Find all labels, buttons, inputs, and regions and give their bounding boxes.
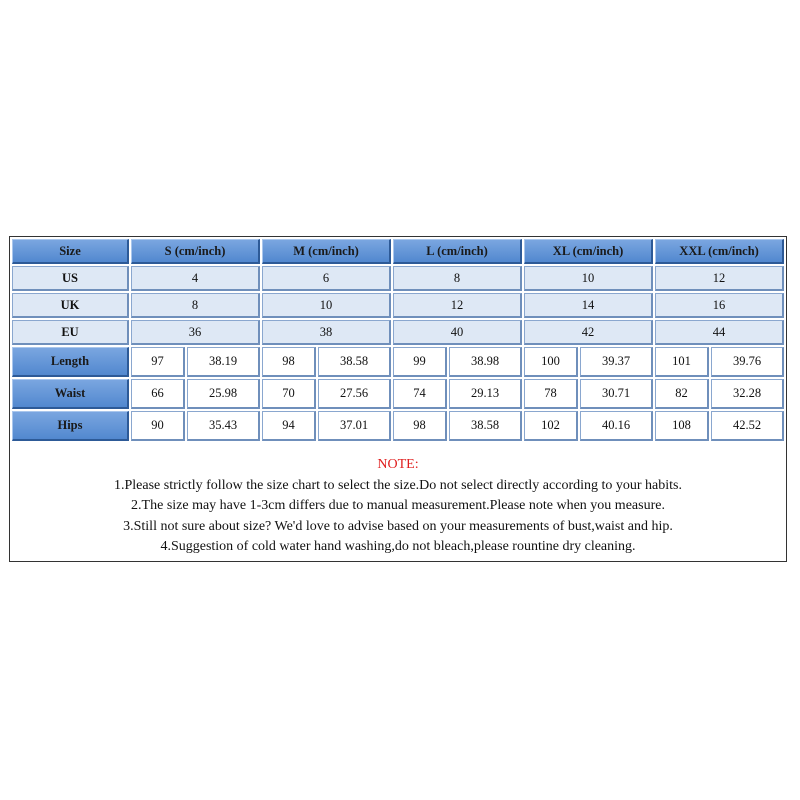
- table-cell: 38.58: [449, 411, 522, 441]
- table-cell: 39.76: [711, 347, 784, 377]
- table-cell: 42: [524, 320, 653, 345]
- table-cell: 35.43: [187, 411, 260, 441]
- care-notes: [10, 455, 786, 558]
- measure-row-length: [12, 347, 784, 377]
- region-row-eu: [12, 320, 784, 345]
- table-cell: 8: [393, 266, 522, 291]
- table-cell: 66: [131, 379, 185, 409]
- table-cell: 25.98: [187, 379, 260, 409]
- table-cell: 32.28: [711, 379, 784, 409]
- table-cell: 29.13: [449, 379, 522, 409]
- table-cell: 94: [262, 411, 316, 441]
- table-cell: 10: [524, 266, 653, 291]
- table-cell: 100: [524, 347, 578, 377]
- note-line-1: 1.Please strictly follow the size chart to select the size.Do not select directly according to your habits.: [114, 477, 682, 493]
- size-column-xl: XL (cm/inch): [524, 239, 653, 264]
- region-row-uk: [12, 293, 784, 318]
- table-cell: 82: [655, 379, 709, 409]
- table-cell: 99: [393, 347, 447, 377]
- table-cell: 98: [262, 347, 316, 377]
- table-cell: 90: [131, 411, 185, 441]
- size-chart-table: [10, 237, 786, 443]
- table-cell: 44: [655, 320, 784, 345]
- note-title: NOTE:: [377, 457, 419, 472]
- row-label: EU: [12, 320, 129, 345]
- table-cell: 97: [131, 347, 185, 377]
- table-cell: 39.37: [580, 347, 653, 377]
- size-column-m: M (cm/inch): [262, 239, 391, 264]
- table-cell: 37.01: [318, 411, 391, 441]
- table-cell: 38.98: [449, 347, 522, 377]
- size-column-l: L (cm/inch): [393, 239, 522, 264]
- measure-row-waist: [12, 379, 784, 409]
- table-cell: 108: [655, 411, 709, 441]
- table-cell: 14: [524, 293, 653, 318]
- table-cell: 101: [655, 347, 709, 377]
- table-cell: 12: [393, 293, 522, 318]
- table-cell: 40.16: [580, 411, 653, 441]
- size-header-cell: Size: [12, 239, 129, 264]
- row-label: UK: [12, 293, 129, 318]
- region-row-us: [12, 266, 784, 291]
- header-row: [12, 239, 784, 264]
- note-line-3: 3.Still not sure about size? We'd love to advise based on your measurements of bust,waist and hip.: [123, 518, 673, 534]
- table-cell: 98: [393, 411, 447, 441]
- size-column-xxl: XXL (cm/inch): [655, 239, 784, 264]
- table-cell: 10: [262, 293, 391, 318]
- measure-row-hips: [12, 411, 784, 441]
- row-label: Length: [12, 347, 129, 377]
- size-column-s: S (cm/inch): [131, 239, 260, 264]
- table-cell: 40: [393, 320, 522, 345]
- table-cell: 12: [655, 266, 784, 291]
- table-cell: 38.58: [318, 347, 391, 377]
- table-cell: 16: [655, 293, 784, 318]
- table-cell: 78: [524, 379, 578, 409]
- table-cell: 30.71: [580, 379, 653, 409]
- note-line-2: 2.The size may have 1-3cm differs due to manual measurement.Please note when you measure.: [131, 498, 665, 513]
- table-cell: 70: [262, 379, 316, 409]
- row-label: Hips: [12, 411, 129, 441]
- table-cell: 36: [131, 320, 260, 345]
- table-cell: 74: [393, 379, 447, 409]
- table-cell: 6: [262, 266, 391, 291]
- table-cell: 38: [262, 320, 391, 345]
- table-cell: 38.19: [187, 347, 260, 377]
- table-cell: 42.52: [711, 411, 784, 441]
- table-cell: 4: [131, 266, 260, 291]
- table-cell: 27.56: [318, 379, 391, 409]
- row-label: Waist: [12, 379, 129, 409]
- row-label: US: [12, 266, 129, 291]
- table-cell: 8: [131, 293, 260, 318]
- note-line-4: 4.Suggestion of cold water hand washing,do not bleach,please rountine dry cleaning.: [160, 539, 636, 554]
- table-cell: 102: [524, 411, 578, 441]
